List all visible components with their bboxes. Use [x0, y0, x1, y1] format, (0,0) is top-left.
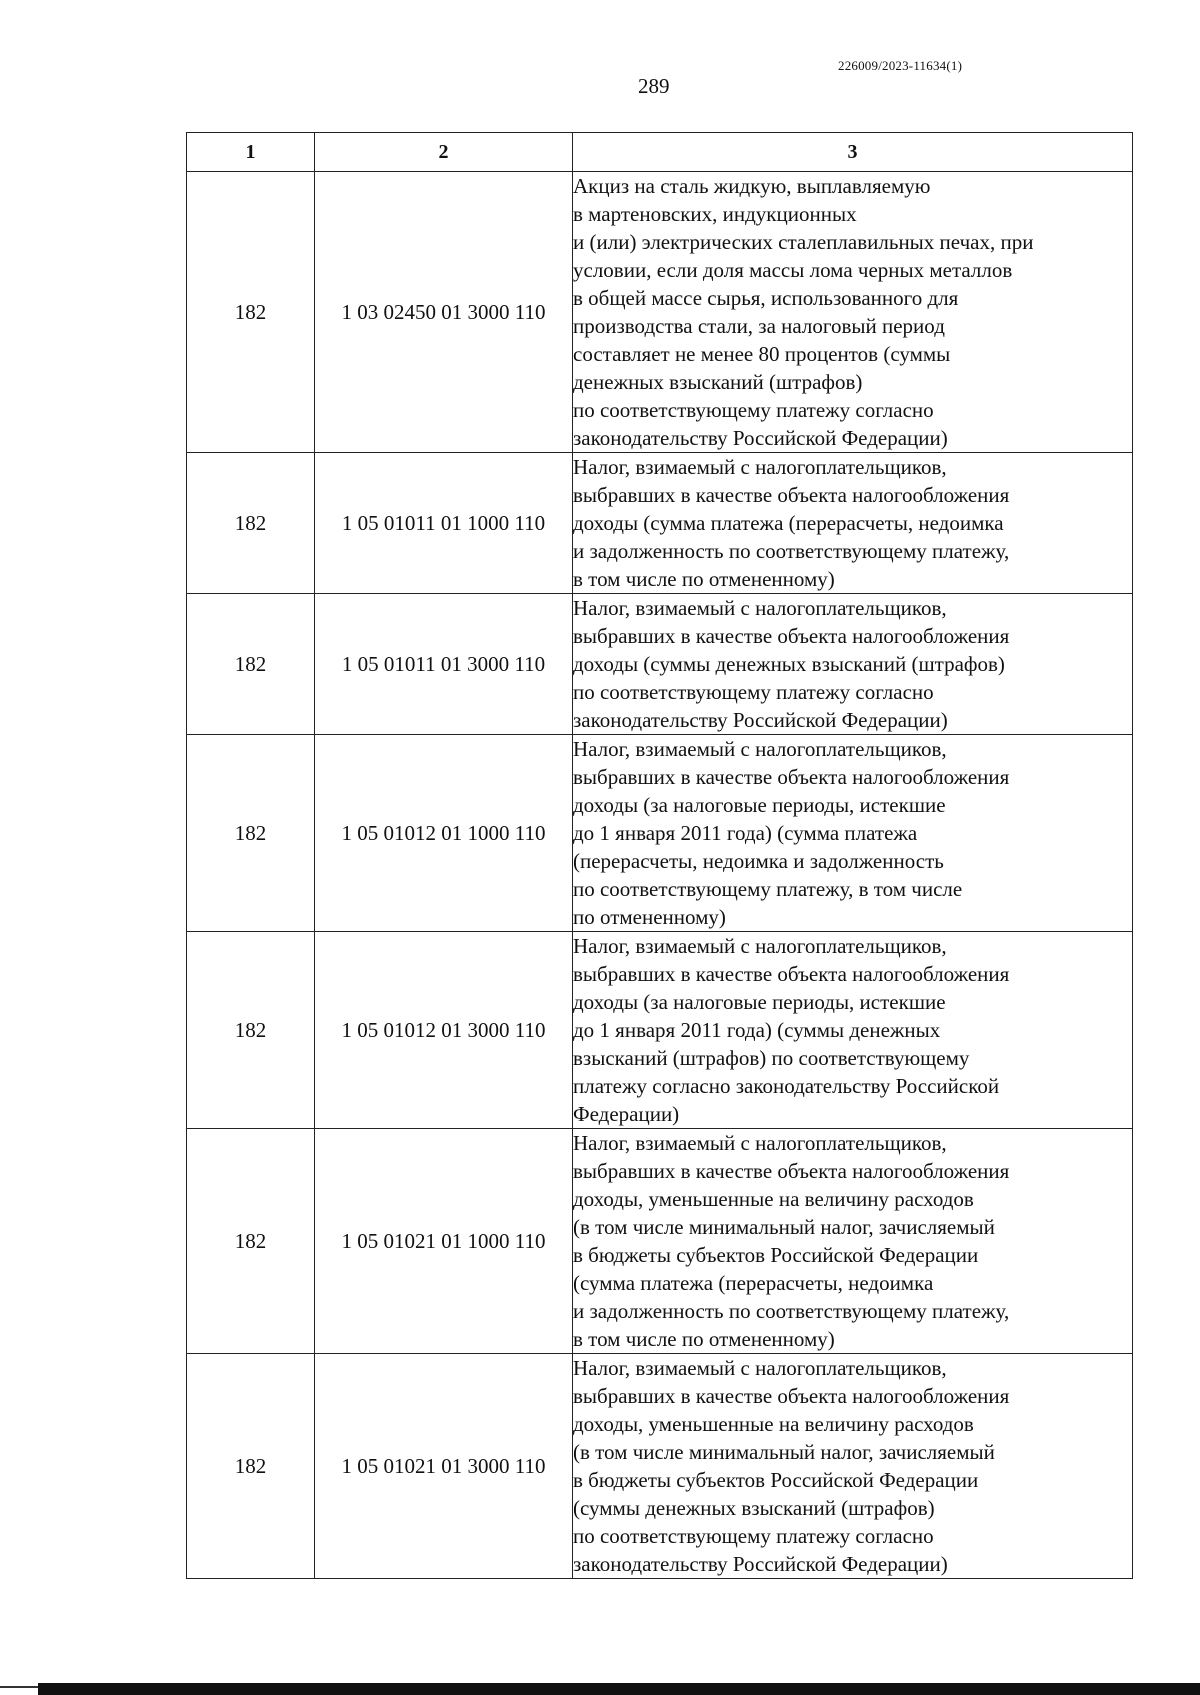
- description-line: доходы (суммы денежных взысканий (штрафов): [573, 652, 1005, 676]
- admin-code-cell: 182: [187, 594, 315, 735]
- description-line: (перерасчеты, недоимка и задолженность: [573, 849, 944, 873]
- description-line: по соответствующему платежу, в том числе: [573, 877, 963, 901]
- description-cell: [573, 1129, 1133, 1354]
- description-line: в том числе по отмененному): [573, 1327, 835, 1351]
- admin-code-cell: 182: [187, 1354, 315, 1579]
- kbk-code-cell: 1 05 01021 01 3000 110: [315, 1354, 573, 1579]
- description-line: в мартеновских, индукционных: [573, 202, 857, 226]
- budget-classification-table: [186, 132, 1133, 1579]
- kbk-code-cell: 1 05 01012 01 3000 110: [315, 932, 573, 1129]
- description-line: (в том числе минимальный налог, зачисляемый: [573, 1440, 995, 1464]
- table-row: [187, 453, 1133, 594]
- description-line: в общей массе сырья, использованного для: [573, 286, 959, 310]
- description-line: по соответствующему платежу согласно: [573, 1524, 934, 1548]
- description-line: выбравших в качестве объекта налогообложения: [573, 483, 1010, 507]
- admin-code-cell: 182: [187, 172, 315, 453]
- description-line: и задолженность по соответствующему платежу,: [573, 1299, 1010, 1323]
- description-line: (в том числе минимальный налог, зачисляемый: [573, 1215, 995, 1239]
- description-line: доходы (за налоговые периоды, истекшие: [573, 793, 946, 817]
- description-cell: [573, 735, 1133, 932]
- description-line: в бюджеты субъектов Российской Федерации: [573, 1243, 979, 1267]
- column-header-2: 2: [315, 133, 573, 172]
- description-line: Налог, взимаемый с налогоплательщиков,: [573, 455, 947, 479]
- description-line: законодательству Российской Федерации): [573, 1552, 948, 1576]
- admin-code-cell: 182: [187, 735, 315, 932]
- description-line: выбравших в качестве объекта налогообложения: [573, 624, 1010, 648]
- column-header-1: 1: [187, 133, 315, 172]
- description-line: составляет не менее 80 процентов (суммы: [573, 342, 951, 366]
- kbk-code-cell: 1 05 01011 01 1000 110: [315, 453, 573, 594]
- description-line: в бюджеты субъектов Российской Федерации: [573, 1468, 979, 1492]
- description-line: доходы, уменьшенные на величину расходов: [573, 1187, 974, 1211]
- description-cell: [573, 932, 1133, 1129]
- document-id: 226009/2023-11634(1): [838, 58, 963, 73]
- description-line: Налог, взимаемый с налогоплательщиков,: [573, 934, 947, 958]
- description-line: условии, если доля массы лома черных металлов: [573, 258, 1013, 282]
- table-row: [187, 1354, 1133, 1579]
- description-line: по отмененному): [573, 905, 726, 929]
- description-line: до 1 января 2011 года) (сумма платежа: [573, 821, 918, 845]
- table-row: [187, 594, 1133, 735]
- description-line: Акциз на сталь жидкую, выплавляемую: [573, 174, 931, 198]
- description-line: (суммы денежных взысканий (штрафов): [573, 1496, 935, 1520]
- admin-code-cell: 182: [187, 453, 315, 594]
- description-line: законодательству Российской Федерации): [573, 426, 948, 450]
- description-line: выбравших в качестве объекта налогообложения: [573, 765, 1010, 789]
- scan-edge-bar: [38, 1683, 1200, 1695]
- table-row: [187, 735, 1133, 932]
- kbk-code-cell: 1 03 02450 01 3000 110: [315, 172, 573, 453]
- description-line: (сумма платежа (перерасчеты, недоимка: [573, 1271, 934, 1295]
- description-line: до 1 января 2011 года) (суммы денежных: [573, 1018, 941, 1042]
- description-line: выбравших в качестве объекта налогообложения: [573, 962, 1010, 986]
- description-cell: [573, 594, 1133, 735]
- description-cell: [573, 453, 1133, 594]
- table-header-row: [187, 133, 1133, 172]
- description-line: выбравших в качестве объекта налогообложения: [573, 1384, 1010, 1408]
- admin-code-cell: 182: [187, 932, 315, 1129]
- description-line: Налог, взимаемый с налогоплательщиков,: [573, 1356, 947, 1380]
- column-header-3: 3: [573, 133, 1133, 172]
- description-line: выбравших в качестве объекта налогообложения: [573, 1159, 1010, 1183]
- description-line: доходы (за налоговые периоды, истекшие: [573, 990, 946, 1014]
- table-row: [187, 1129, 1133, 1354]
- description-line: взысканий (штрафов) по соответствующему: [573, 1046, 970, 1070]
- description-line: платежу согласно законодательству Российской: [573, 1074, 1000, 1098]
- description-cell: [573, 172, 1133, 453]
- description-line: по соответствующему платежу согласно: [573, 398, 934, 422]
- description-line: Федерации): [573, 1102, 680, 1126]
- description-line: по соответствующему платежу согласно: [573, 680, 934, 704]
- description-line: в том числе по отмененному): [573, 567, 835, 591]
- kbk-code-cell: 1 05 01012 01 1000 110: [315, 735, 573, 932]
- description-line: Налог, взимаемый с налогоплательщиков,: [573, 1131, 947, 1155]
- admin-code-cell: 182: [187, 1129, 315, 1354]
- table-row: [187, 172, 1133, 453]
- page-number: 289: [638, 74, 670, 98]
- table-body: [187, 172, 1133, 1579]
- kbk-code-cell: 1 05 01011 01 3000 110: [315, 594, 573, 735]
- description-line: законодательству Российской Федерации): [573, 708, 948, 732]
- description-line: Налог, взимаемый с налогоплательщиков,: [573, 737, 947, 761]
- description-line: и задолженность по соответствующему платежу,: [573, 539, 1010, 563]
- table-row: [187, 932, 1133, 1129]
- description-line: Налог, взимаемый с налогоплательщиков,: [573, 596, 947, 620]
- description-line: доходы (сумма платежа (перерасчеты, недоимка: [573, 511, 1004, 535]
- description-line: и (или) электрических сталеплавильных печах, при: [573, 230, 1034, 254]
- description-line: доходы, уменьшенные на величину расходов: [573, 1412, 974, 1436]
- description-line: производства стали, за налоговый период: [573, 314, 945, 338]
- description-line: денежных взысканий (штрафов): [573, 370, 863, 394]
- kbk-code-cell: 1 05 01021 01 1000 110: [315, 1129, 573, 1354]
- description-cell: [573, 1354, 1133, 1579]
